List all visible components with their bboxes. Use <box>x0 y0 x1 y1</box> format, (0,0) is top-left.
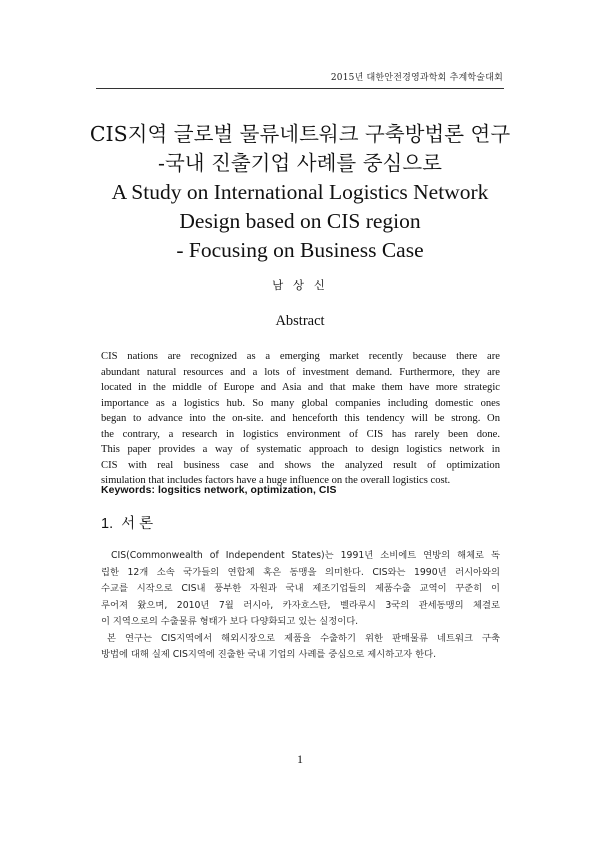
body-line: 방법에 대해 실제 CIS지역에 진출한 국내 기업의 사례를 중심으로 제시하고자 한다. <box>101 649 437 660</box>
header-rule <box>96 88 504 89</box>
page-number: 1 <box>297 752 303 766</box>
introduction-body <box>101 548 500 664</box>
author-name: 남 상 신 <box>272 278 328 292</box>
section-title: 서 론 <box>121 516 154 532</box>
abstract-line: began to advance into the on-site. and henceforth this tendency will be strong. On <box>101 413 500 424</box>
abstract-body <box>101 349 500 489</box>
section-number: 1. <box>101 516 114 532</box>
korean-subtitle-line: -국내 진출기업 사례를 중심으로 <box>158 151 442 175</box>
abstract-line: the contrary, a research in logistics environment of CIS has rarely been done. <box>101 428 500 440</box>
body-line: CIS(Commonwealth of Independent States)는 1991년 소비에트 연방의 해체로 독 <box>111 550 500 561</box>
body-line: 루어져 왔으며, 2010년 7월 러시아, 카자흐스탄, 벨라루시 3국의 관세동맹의 체결로 <box>101 599 500 611</box>
abstract-line: This paper provides a way of systematic approach to design logistics network in <box>101 444 500 455</box>
abstract-line: simulation that includes factors have a huge influence on the overall logistics cost. <box>101 475 451 486</box>
section-heading <box>101 512 153 533</box>
keywords: Keywords: logsitics network, optimization, CIS <box>101 485 337 496</box>
korean-title-line-1: CIS지역 글로벌 물류네트워크 구축방법론 연구 <box>89 122 511 146</box>
english-subtitle-line: - Focusing on Business Case <box>176 238 424 262</box>
abstract-line: CIS with real business case and shows the analyzed result of optimization <box>101 459 500 471</box>
abstract-line: abundant natural resources and a lots of investment demand. Furthermore, they are <box>101 366 500 378</box>
conference-header: 2015년 대한안전경영과학회 추계학술대회 <box>330 73 503 83</box>
body-line: 립한 12개 소속 국가들의 연합체 혹은 동맹을 의미한다. CIS와는 1990년 러시아와의 <box>101 566 500 578</box>
english-title-line-1: A Study on International Logistics Network <box>111 180 489 204</box>
body-line: 본 연구는 CIS지역에서 해외시장으로 제품을 수출하기 위한 판매물류 네트워크 구축 <box>107 632 500 644</box>
body-line: 수교를 시작으로 CIS내 풍부한 자원과 국내 제조기업들의 제품수출 교역이 꾸준히 이 <box>101 583 500 594</box>
abstract-line: CIS nations are recognized as a emerging market recently because there are <box>101 351 500 362</box>
english-title-line-2: Design based on CIS region <box>179 209 421 233</box>
body-line: 이 지역으로의 수출물류 형태가 보다 다양화되고 있는 실정이다. <box>101 616 359 627</box>
abstract-line: located in the middle of Europe and Asia and that make them have more strategic <box>101 382 500 393</box>
abstract-heading: Abstract <box>275 313 325 329</box>
title-block <box>60 120 540 265</box>
abstract-line: importance as a logistics hub. So many global companies including domestic ones <box>101 397 500 409</box>
